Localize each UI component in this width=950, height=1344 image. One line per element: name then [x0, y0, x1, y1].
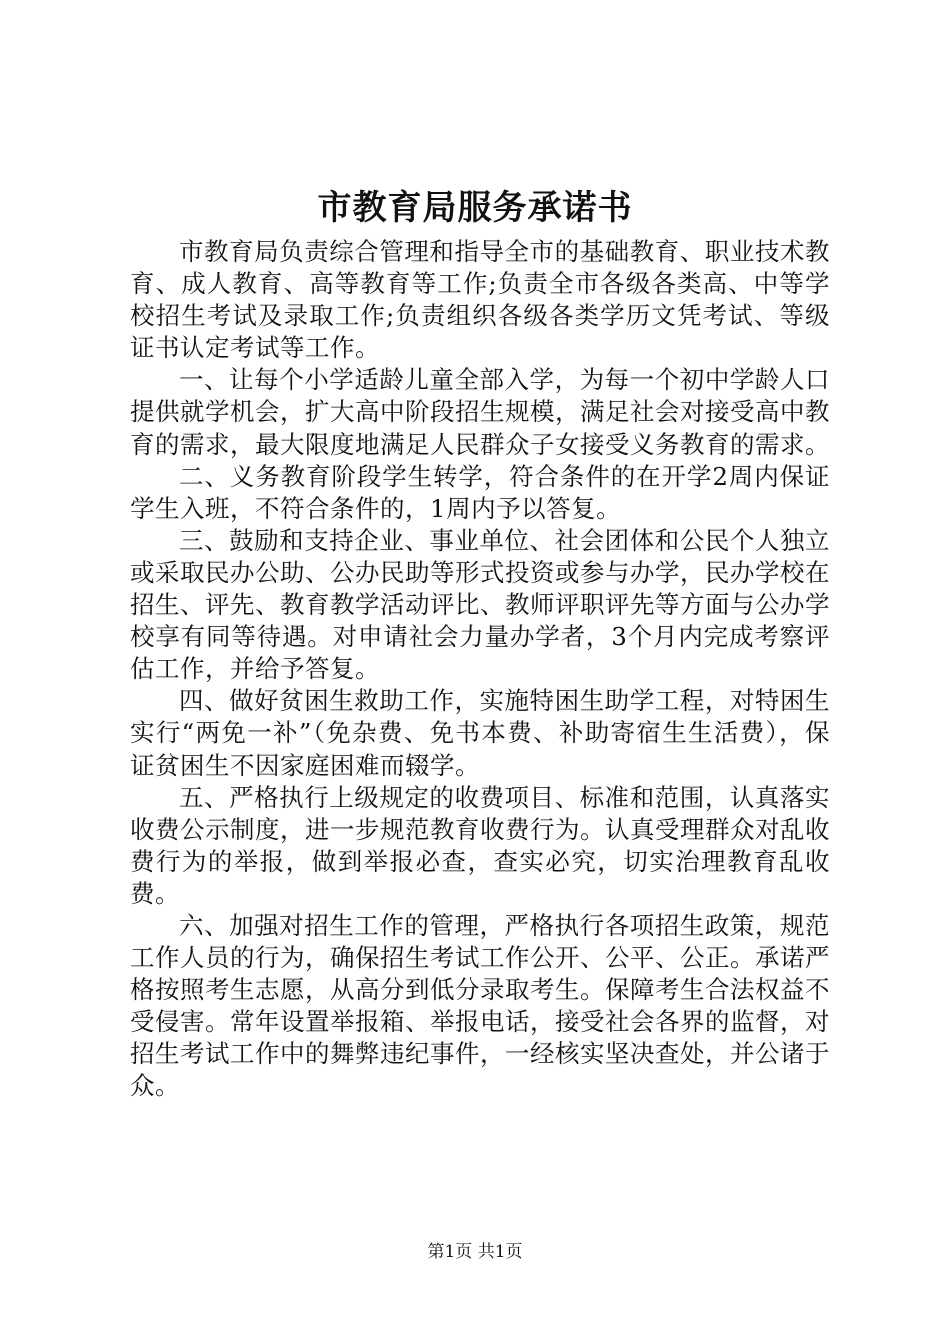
document-body — [130, 236, 830, 1103]
commitment-paragraph-1: 一、让每个小学适龄儿童全部入学，为每一个初中学龄人口提供就学机会，扩大高中阶段招生规模，满足社会对接受高中教育的需求，最大限度地满足人民群众子女接受义务教育的需求。 — [130, 365, 830, 459]
commitment-paragraph-6: 六、加强对招生工作的管理，严格执行各项招生政策，规范工作人员的行为，确保招生考试工作公开、公平、公正。承诺严格按照考生志愿，从高分到低分录取考生。保障考生合法权益不受侵害。常年设置举报箱、举报电话，接受社会各界的监督，对招生考试工作中的舞弊违纪事件，一经核实坚决查处，并公诸于众。 — [130, 910, 830, 1101]
commitment-paragraph-3: 三、鼓励和支持企业、事业单位、社会团体和公民个人独立或采取民办公助、公办民助等形式投资或参与办学，民办学校在招生、评先、教育教学活动评比、教师评职评先等方面与公办学校享有同等待遇。对申请社会力量办学者，3个月内完成考察评估工作，并给予答复。 — [130, 525, 830, 684]
document-title: 市教育局服务承诺书 — [317, 188, 633, 228]
commitment-paragraph-2: 二、义务教育阶段学生转学，符合条件的在开学2周内保证学生入班，不符合条件的，1周内予以答复。 — [130, 461, 830, 523]
commitment-paragraph-5: 五、严格执行上级规定的收费项目、标准和范围，认真落实收费公示制度，进一步规范教育收费行为。认真受理群众对乱收费行为的举报，做到举报必查，查实必究，切实治理教育乱收费。 — [130, 782, 830, 908]
intro-paragraph: 市教育局负责综合管理和指导全市的基础教育、职业技术教育、成人教育、高等教育等工作;负责全市各级各类高、中等学校招生考试及录取工作;负责组织各级各类学历文凭考试、等级证书认定考试等工作。 — [130, 237, 830, 363]
commitment-paragraph-4: 四、做好贫困生救助工作，实施特困生助学工程，对特困生实行“两免一补”（免杂费、免书本费、补助寄宿生生活费），保证贫困生不因家庭困难而辍学。 — [130, 686, 830, 780]
page-number-footer: 第1页 共1页 — [427, 1242, 523, 1262]
